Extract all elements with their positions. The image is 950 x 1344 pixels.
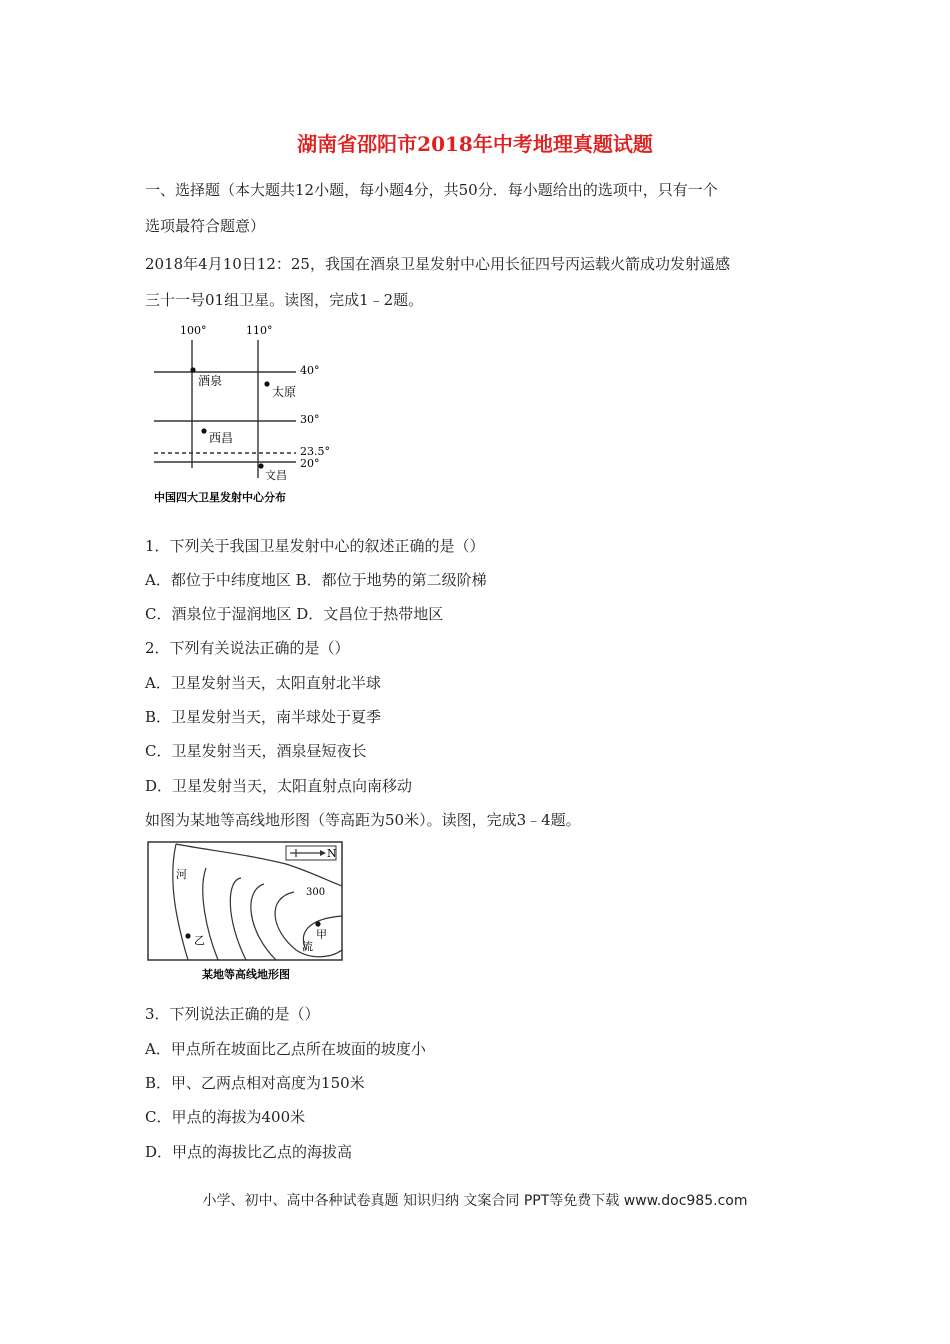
section-intro-line-2: 选项最符合题意）	[145, 217, 266, 235]
passage1-line-2: 三十一号01组卫星。读图，完成1﹣2题。	[145, 291, 424, 309]
wenchang-dot	[258, 463, 263, 468]
point-yi: 乙	[194, 934, 205, 947]
contour-label-300: 300	[306, 887, 326, 898]
q3-option-c: C．甲点的海拔为400米	[145, 1108, 306, 1126]
q2-option-a: A．卫星发射当天，太阳直射北半球	[145, 674, 381, 692]
q3-stem: 3．下列说法正确的是（）	[145, 1005, 320, 1023]
taiyuan-dot	[264, 381, 269, 386]
lat-label-23-5: 23.5°	[300, 445, 330, 458]
passage1-line-1: 2018年4月10日12：25，我国在酒泉卫星发射中心用长征四号丙运载火箭成功发射遥感	[145, 255, 730, 273]
river-char-1: 河	[176, 868, 187, 881]
place-wenchang: 文昌	[265, 469, 287, 482]
q1-stem: 1．下列关于我国卫星发射中心的叙述正确的是（）	[145, 537, 485, 555]
lat-label-20: 20°	[300, 457, 320, 470]
q2-option-d: D．卫星发射当天，太阳直射点向南移动	[145, 777, 413, 795]
q2-option-b: B．卫星发射当天，南半球处于夏季	[145, 708, 382, 726]
river-char-2: 流	[302, 940, 313, 953]
lon-label-110: 110°	[246, 324, 273, 337]
place-jiuquan: 酒泉	[198, 374, 223, 388]
lat-label-40: 40°	[300, 364, 320, 377]
jiuquan-dot	[190, 367, 195, 372]
q1-option-ab: A．都位于中纬度地区 B．都位于地势的第二级阶梯	[145, 571, 487, 589]
xichang-dot	[201, 428, 206, 433]
page-title: 湖南省邵阳市2018年中考地理真题试题	[297, 132, 653, 156]
point-jia: 甲	[316, 928, 327, 941]
point-yi-dot	[185, 933, 190, 938]
place-xichang: 西昌	[209, 431, 234, 445]
point-jia-dot	[315, 921, 320, 926]
contour-map	[146, 840, 346, 985]
lat-label-30: 30°	[300, 413, 320, 426]
place-taiyuan: 太原	[272, 385, 297, 399]
footer-text: 小学、初中、高中各种试卷真题 知识归纳 文案合同 PPT等免费下载 www.doc985.com	[202, 1193, 748, 1209]
q2-stem: 2．下列有关说法正确的是（）	[145, 639, 350, 657]
passage2: 如图为某地等高线地形图（等高距为50米）。读图，完成3﹣4题。	[145, 811, 581, 829]
q3-option-b: B．甲、乙两点相对高度为150米	[145, 1074, 365, 1092]
section-intro-line-1: 一、选择题（本大题共12小题，每小题4分，共50分．每小题给出的选项中，只有一个	[145, 181, 718, 199]
map1-caption: 中国四大卫星发射中心分布	[154, 491, 286, 504]
q3-option-a: A．甲点所在坡面比乙点所在坡面的坡度小	[145, 1040, 426, 1058]
north-label: N	[327, 847, 337, 860]
q3-option-d: D．甲点的海拔比乙点的海拔高	[145, 1143, 353, 1161]
map2-caption: 某地等高线地形图	[202, 968, 290, 981]
launch-center-map	[148, 318, 358, 508]
q2-option-c: C．卫星发射当天，酒泉昼短夜长	[145, 742, 367, 760]
lon-label-100: 100°	[180, 324, 207, 337]
q1-option-cd: C．酒泉位于湿润地区 D．文昌位于热带地区	[145, 605, 444, 623]
